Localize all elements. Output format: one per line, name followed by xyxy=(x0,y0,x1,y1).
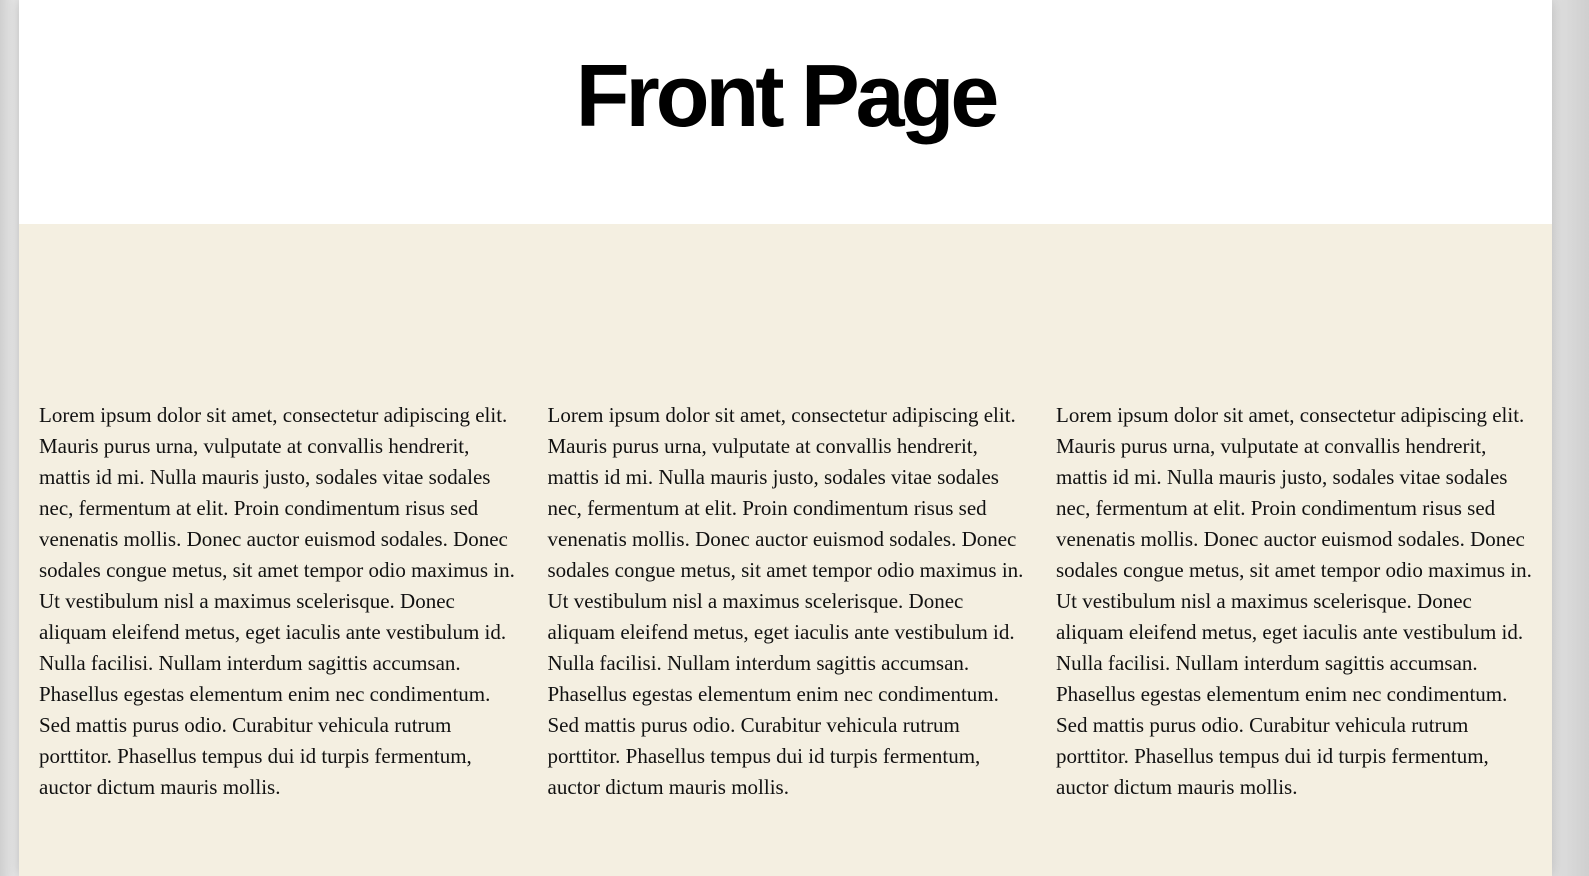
column-1-text: Lorem ipsum dolor sit amet, consectetur adipiscing elit. Mauris purus urna, vulputate at convallis hendrerit, mattis id mi. Nulla mauris justo, sodales vitae sodales nec, fermentum at elit. Proin condimentum risus sed venenatis mollis. Donec auctor euismod sodales. Donec sodales congue metus, sit amet tempor odio maximus in. Ut vestibulum nisl a maximus scelerisque. Donec aliquam eleifend metus, eget iaculis ante vestibulum id. Nulla facilisi. Nullam interdum sagittis accumsan. Phasellus egestas elementum enim nec condimentum. Sed mattis purus odio. Curabitur vehicula rutrum porttitor. Phasellus tempus dui id turpis fermentum, auctor dictum mauris mollis. xyxy=(39,403,515,799)
page-header xyxy=(19,0,1552,224)
column-2-text: Lorem ipsum dolor sit amet, consectetur adipiscing elit. Mauris purus urna, vulputate at convallis hendrerit, mattis id mi. Nulla mauris justo, sodales vitae sodales nec, fermentum at elit. Proin condimentum risus sed venenatis mollis. Donec auctor euismod sodales. Donec sodales congue metus, sit amet tempor odio maximus in. Ut vestibulum nisl a maximus scelerisque. Donec aliquam eleifend metus, eget iaculis ante vestibulum id. Nulla facilisi. Nullam interdum sagittis accumsan. Phasellus egestas elementum enim nec condimentum. Sed mattis purus odio. Curabitur vehicula rutrum porttitor. Phasellus tempus dui id turpis fermentum, auctor dictum mauris mollis. xyxy=(547,403,1024,799)
page xyxy=(19,0,1552,876)
text-columns xyxy=(39,400,1532,803)
page-title: Front Page xyxy=(575,46,996,145)
content-section xyxy=(19,224,1552,876)
column-3-text: Lorem ipsum dolor sit amet, consectetur adipiscing elit. Mauris purus urna, vulputate at convallis hendrerit, mattis id mi. Nulla mauris justo, sodales vitae sodales nec, fermentum at elit. Proin condimentum risus sed venenatis mollis. Donec auctor euismod sodales. Donec sodales congue metus, sit amet tempor odio maximus in. Ut vestibulum nisl a maximus scelerisque. Donec aliquam eleifend metus, eget iaculis ante vestibulum id. Nulla facilisi. Nullam interdum sagittis accumsan. Phasellus egestas elementum enim nec condimentum. Sed mattis purus odio. Curabitur vehicula rutrum porttitor. Phasellus tempus dui id turpis fermentum, auctor dictum mauris mollis. xyxy=(1056,403,1532,799)
